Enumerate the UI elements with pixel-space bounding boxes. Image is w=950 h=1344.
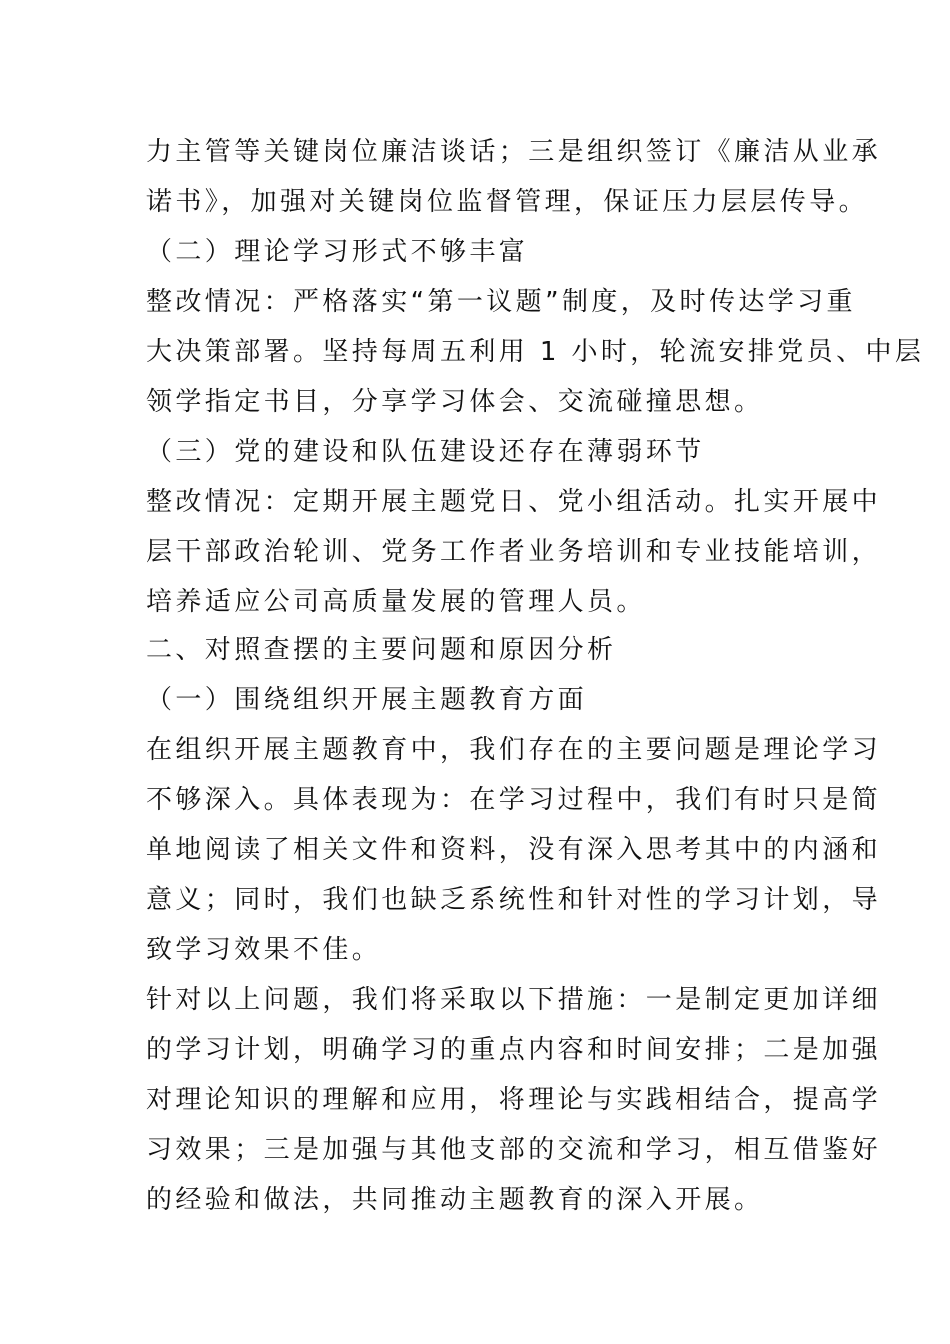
body-text-line: 习效果；三是加强与其他支部的交流和学习，相互借鉴好 bbox=[146, 1135, 882, 1165]
body-text-line: 意义；同时，我们也缺乏系统性和针对性的学习计划，导 bbox=[146, 885, 882, 915]
body-text-line: 领学指定书目，分享学习体会、交流碰撞思想。 bbox=[146, 387, 764, 417]
chapter-heading: 二、对照查摆的主要问题和原因分析 bbox=[146, 635, 617, 665]
body-text-line: 致学习效果不佳。 bbox=[146, 935, 382, 965]
body-text-line: 整改情况：定期开展主题党日、党小组活动。扎实开展中 bbox=[146, 487, 882, 517]
body-text-line: 层干部政治轮训、党务工作者业务培训和专业技能培训， bbox=[146, 537, 882, 567]
body-text-line: 力主管等关键岗位廉洁谈话；三是组织签订《廉洁从业承 bbox=[146, 137, 882, 167]
body-text-line: 的学习计划，明确学习的重点内容和时间安排；二是加强 bbox=[146, 1035, 882, 1065]
section-heading: （二）理论学习形式不够丰富 bbox=[146, 237, 529, 267]
body-text-line: 对理论知识的理解和应用，将理论与实践相结合，提高学 bbox=[146, 1085, 882, 1115]
body-text-line: 的经验和做法，共同推动主题教育的深入开展。 bbox=[146, 1185, 764, 1215]
body-text-line: 在组织开展主题教育中，我们存在的主要问题是理论学习 bbox=[146, 735, 882, 765]
section-heading: （三）党的建设和队伍建设还存在薄弱环节 bbox=[146, 437, 705, 467]
body-text-line: 大决策部署。坚持每周五利用 1 小时，轮流安排党员、中层 bbox=[146, 337, 925, 367]
body-text-line: 不够深入。具体表现为：在学习过程中，我们有时只是简 bbox=[146, 785, 882, 815]
body-text-line: 诺书》，加强对关键岗位监督管理，保证压力层层传导。 bbox=[146, 187, 869, 217]
body-text-line: 培养适应公司高质量发展的管理人员。 bbox=[146, 587, 646, 617]
body-text-line: 针对以上问题，我们将采取以下措施：一是制定更加详细 bbox=[146, 985, 882, 1015]
section-heading: （一）围绕组织开展主题教育方面 bbox=[146, 685, 588, 715]
body-text-line: 单地阅读了相关文件和资料，没有深入思考其中的内涵和 bbox=[146, 835, 882, 865]
body-text-line: 整改情况：严格落实“第一议题”制度，及时传达学习重 bbox=[146, 287, 856, 317]
